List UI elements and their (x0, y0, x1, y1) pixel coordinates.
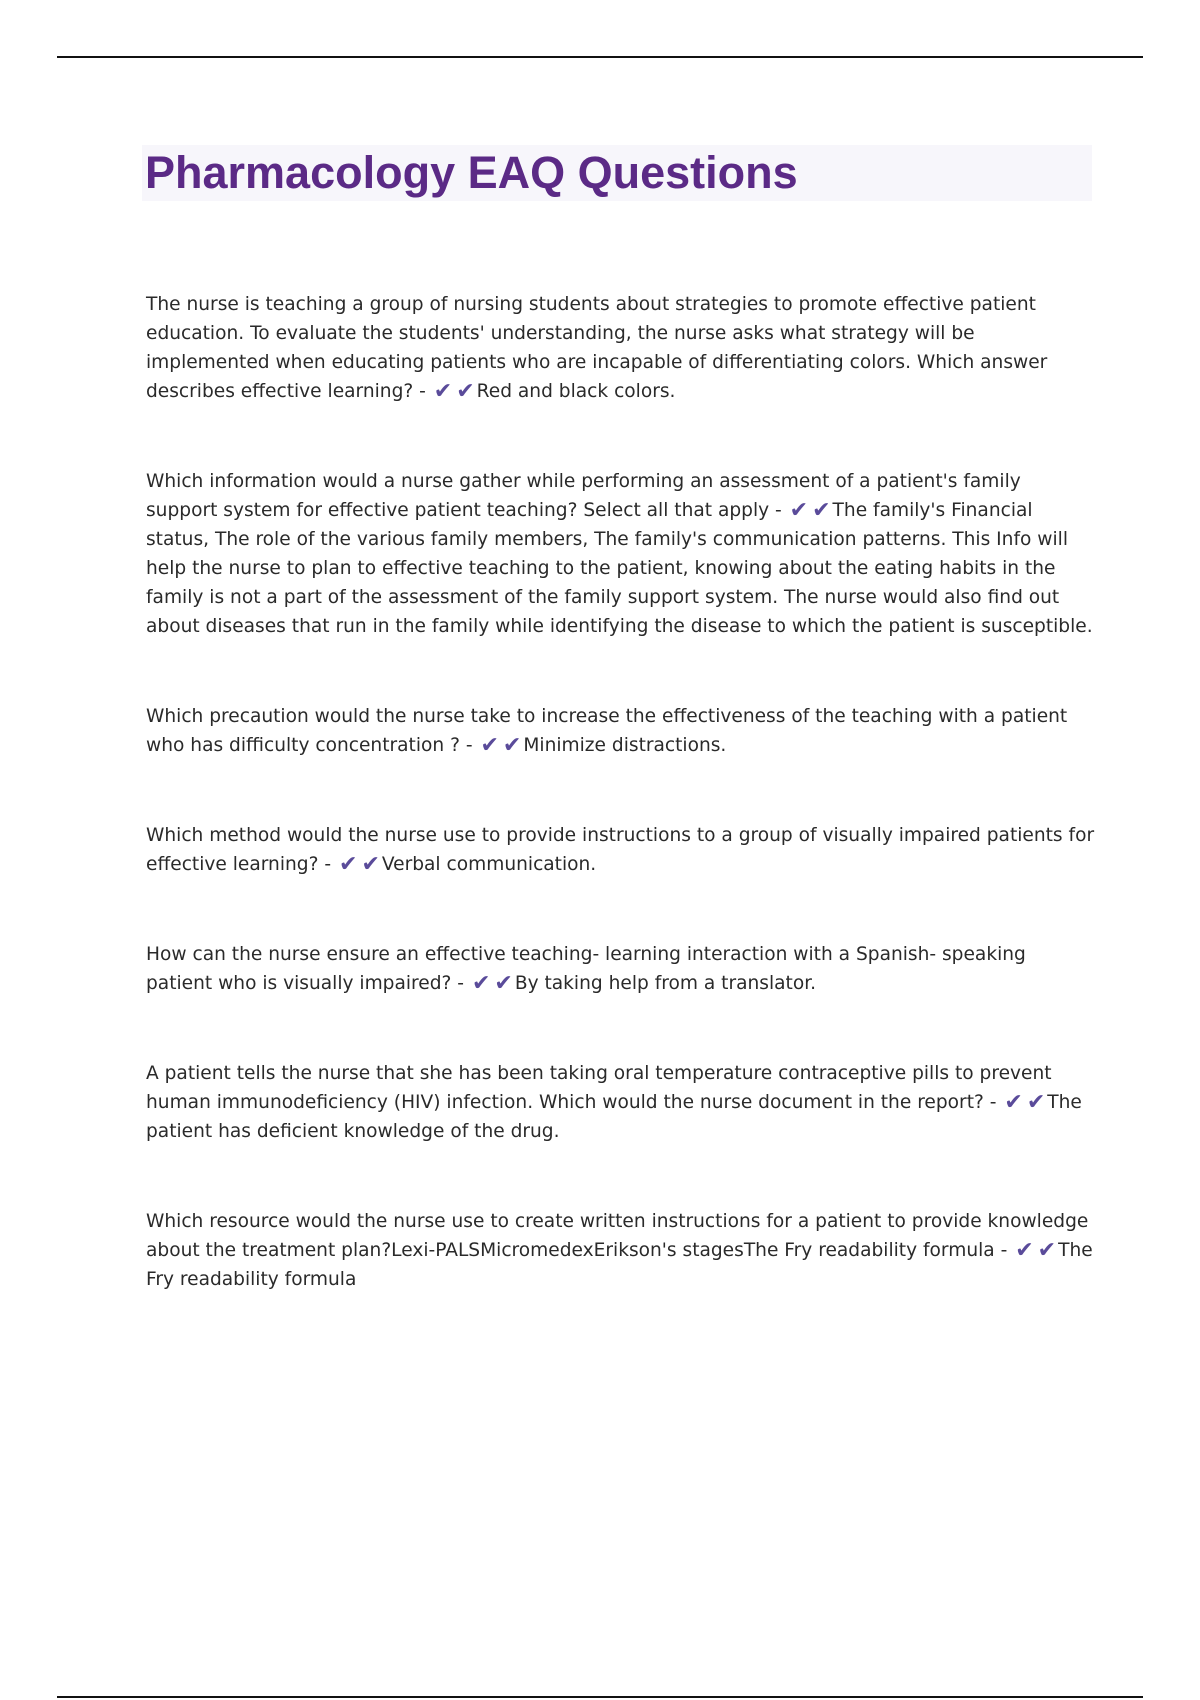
check-mark-icon: ✔ (339, 852, 358, 877)
check-mark-icon: ✔ (1004, 1090, 1023, 1115)
question-text: Which precaution would the nurse take to increase the effectiveness of the teaching with a patient who has difficulty concentration ? - (146, 706, 1068, 756)
check-mark-icon: ✔ (494, 971, 513, 996)
top-rule (57, 56, 1143, 58)
answer-text: The patient has deficient knowledge of the drug. (146, 1092, 1082, 1142)
check-mark-icon: ✔ (502, 733, 522, 758)
question-item (146, 940, 1096, 998)
question-item (146, 821, 1096, 879)
question-text: Which resource would the nurse use to create written instructions for a patient to provide knowledge about the treatment plan?Lexi-PALSMicromedexErikson's stagesThe Fry readability formula - (146, 1211, 1089, 1261)
answer-text: Minimize distractions. (523, 735, 727, 756)
question-text: A patient tells the nurse that she has been taking oral temperature contraceptive pills to prevent human immunodeficiency (HIV) infection. Which would the nurse document in the report? - (146, 1063, 1052, 1113)
question-item (146, 467, 1096, 641)
question-item (146, 1059, 1096, 1146)
question-text: Which method would the nurse use to provide instructions to a group of visually impaired patients for effective learning? - (146, 825, 1095, 875)
answer-text: Verbal communication. (381, 854, 597, 875)
check-mark-icon: ✔ (471, 971, 491, 996)
question-text: How can the nurse ensure an effective teaching- learning interaction with a Spanish- speaking patient who is visually impaired? - (146, 944, 1026, 994)
answer-text: Red and black colors. (476, 381, 676, 402)
check-mark-icon: ✔ (361, 852, 380, 877)
question-item (146, 1207, 1096, 1294)
question-text: Which information would a nurse gather while performing an assessment of a patient's family support system for effective patient teaching? Select all that apply - (146, 471, 1021, 521)
answer-text: The family's Financial status, The role of the various family members, The family's communication patterns. This Info will help the nurse to plan to effective teaching to the patient, knowing about the eating habits in the family is not a part of the assessment of the family support system. The nurse would also find out about diseases that run in the family while identifying the disease to which the patient is susceptible. (146, 500, 1093, 637)
question-list (146, 290, 1096, 1294)
check-mark-icon: ✔ (789, 498, 809, 523)
check-mark-icon: ✔ (1026, 1090, 1046, 1115)
question-item (146, 290, 1096, 406)
answer-text: By taking help from a translator. (514, 973, 817, 994)
check-mark-icon: ✔ (456, 379, 475, 404)
check-mark-icon: ✔ (812, 498, 831, 523)
answer-text: The Fry readability formula (146, 1240, 1093, 1290)
check-mark-icon: ✔ (1015, 1238, 1034, 1263)
bottom-rule (57, 1696, 1143, 1698)
check-mark-icon: ✔ (433, 379, 453, 404)
question-item (146, 702, 1096, 760)
question-text: The nurse is teaching a group of nursing students about strategies to promote effective patient education. To evaluate the students' understanding, the nurse asks what strategy will be implemented when educating patients who are incapable of differentiating colors. Which answer describes effective learning? - (146, 294, 1048, 402)
check-mark-icon: ✔ (480, 733, 499, 758)
check-mark-icon: ✔ (1037, 1238, 1057, 1263)
page-title: Pharmacology EAQ Questions (145, 147, 798, 198)
